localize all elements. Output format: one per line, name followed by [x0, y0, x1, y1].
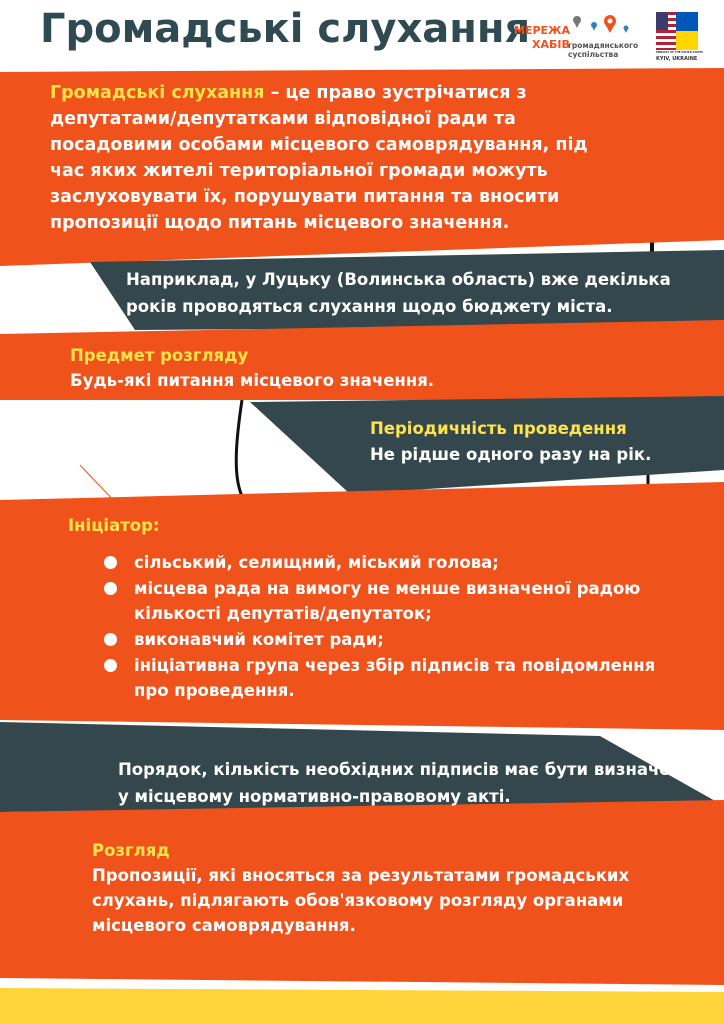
subject-text: Будь-які питання місцевого значення.	[70, 371, 435, 390]
intro-term: Громадські слухання	[50, 83, 265, 103]
frequency-text: Не рідше одного разу на рік.	[370, 445, 652, 464]
embassy-logo	[656, 12, 703, 64]
example-text: Наприклад, у Луцьку (Волинська область) вже декілька років проводяться слухання щодо бюджету міста.	[126, 270, 671, 316]
embassy-line: EMBASSY OF THE UNITED STATES	[656, 51, 703, 54]
bullet-icon	[104, 582, 117, 595]
initiator-list	[104, 550, 694, 704]
logo-word-1: МЕРЕЖА	[514, 24, 571, 37]
intro-definition: – це право зустрічатися з депутатами/депутатками відповідної ради та посадовими особами місцевого самоврядування, під час яких жителі територіальної громади можуть заслуховувати їх, порушувати питання та вносити пропозиції щодо питань місцевого значення.	[50, 83, 588, 233]
list-item: ініціативна група через збір підписів та повідомлення про проведення.	[104, 653, 694, 703]
hubs-network-logo	[514, 12, 644, 62]
review-heading: Розгляд	[92, 841, 170, 860]
intro-paragraph	[50, 80, 610, 236]
frequency-section	[370, 416, 710, 468]
initiator-heading: Ініціатор:	[68, 516, 160, 535]
bullet-icon	[104, 556, 117, 569]
subject-heading: Предмет розгляду	[70, 346, 249, 365]
bullet-icon	[104, 659, 117, 672]
list-item: місцева рада на вимогу не менше визначеної радою кількості депутатів/депутаток;	[104, 576, 694, 626]
review-text: Пропозиції, які вносяться за результатами громадських слухань, підлягають обов'язковому розгляду органами місцевого самоврядування.	[92, 866, 630, 935]
list-item: сільський, селищний, міський голова;	[104, 550, 694, 575]
flags-icon	[656, 12, 698, 50]
page-title: Громадські слухання	[40, 6, 531, 52]
frequency-heading: Періодичність проведення	[370, 419, 627, 438]
map-pin-icon	[572, 14, 632, 42]
list-item: виконавчий комітет ради;	[104, 627, 694, 652]
logo-sub-2: суспільства	[568, 50, 619, 59]
logo-word-2: ХАБІВ	[532, 38, 570, 51]
subject-section	[70, 343, 630, 393]
procedure-text: Порядок, кількість необхідних підписів має бути визначено у місцевому нормативно-правовому акті.	[118, 760, 694, 806]
embassy-city: KYIV, UKRAINE	[656, 56, 698, 62]
bullet-icon	[104, 633, 117, 646]
logo-sub-1: громадянського	[568, 41, 639, 50]
review-section	[92, 838, 692, 938]
